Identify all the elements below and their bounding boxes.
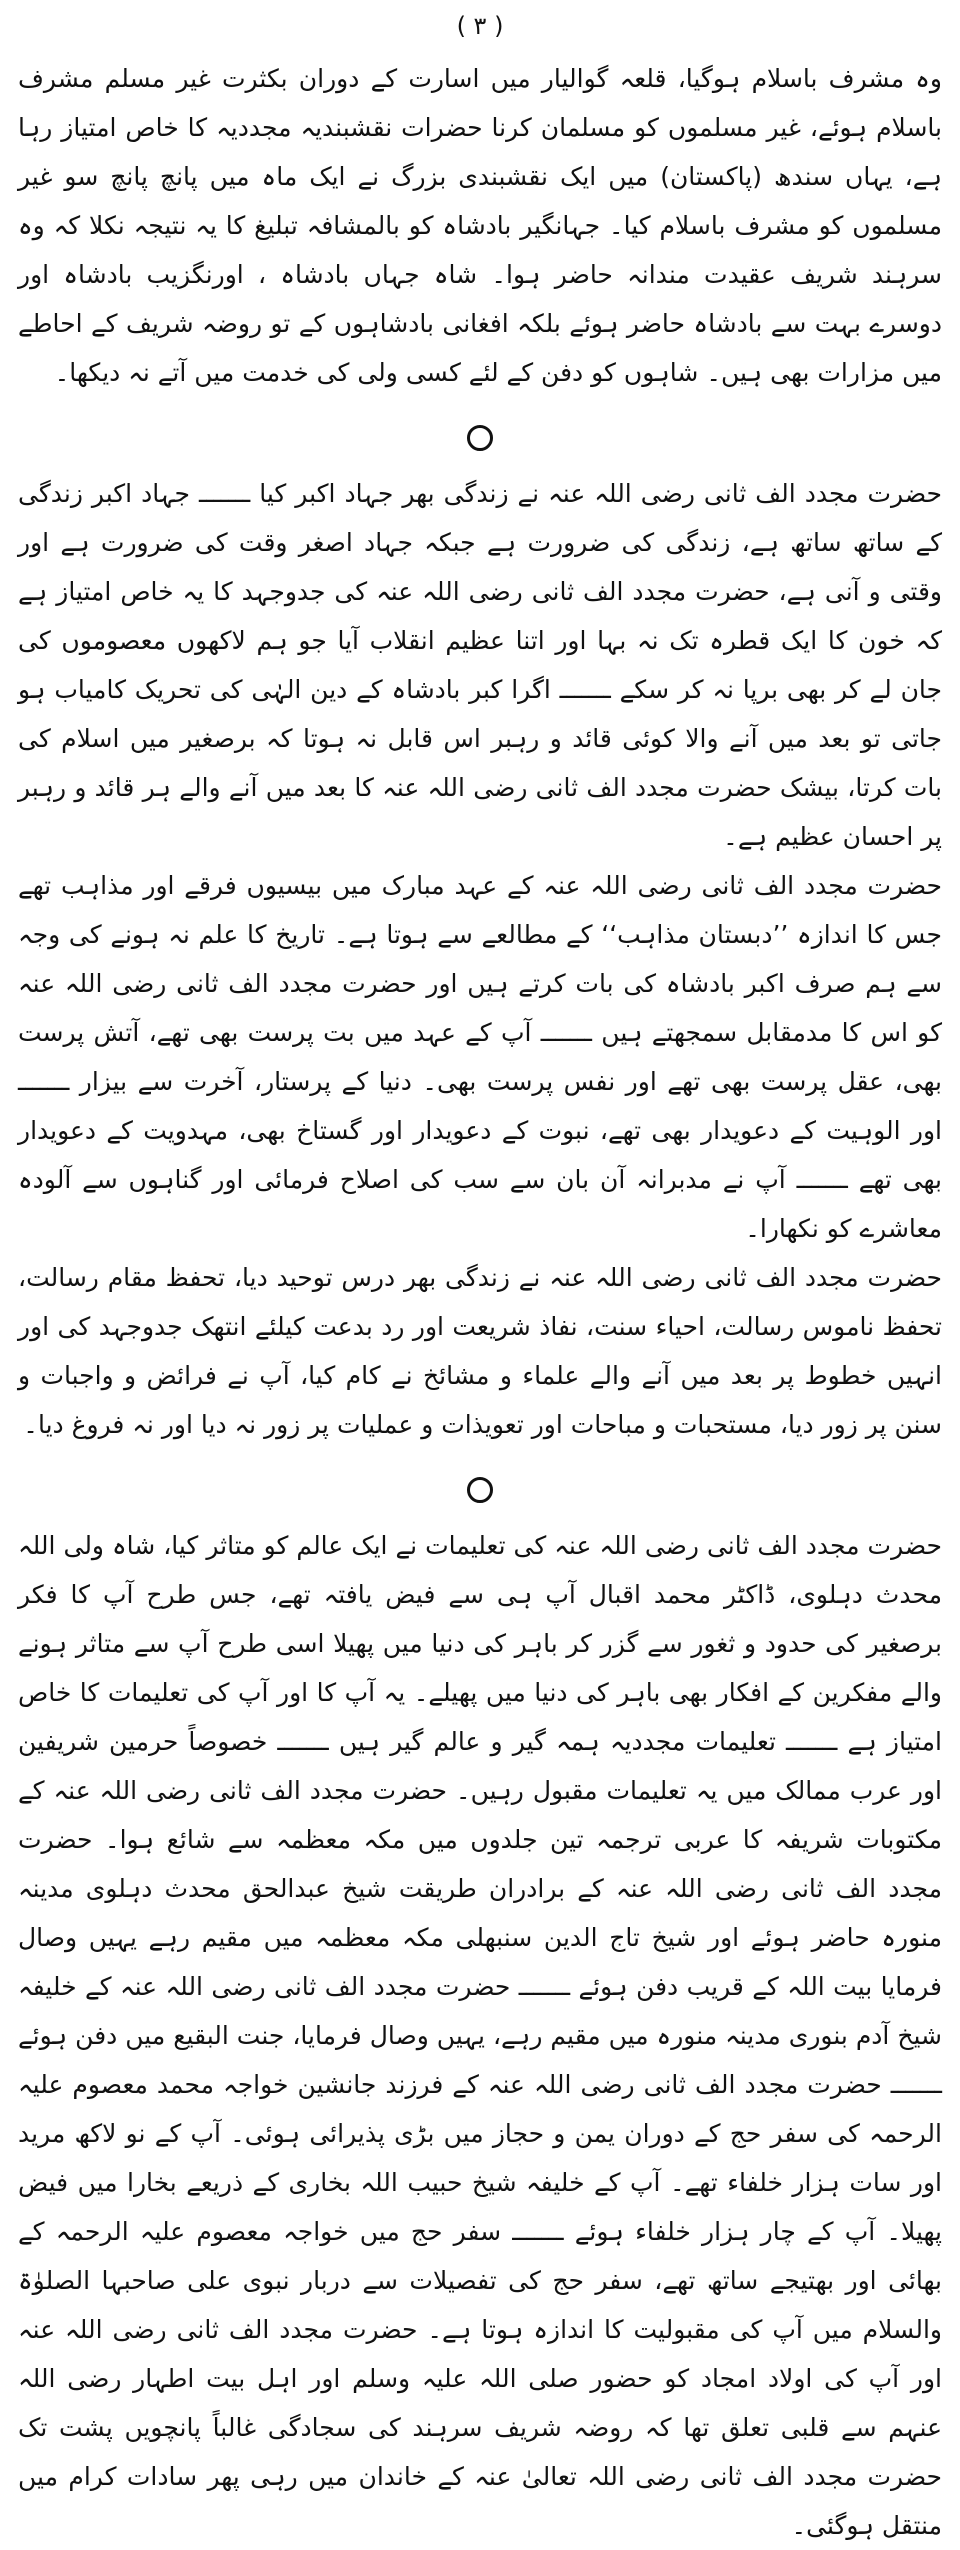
paragraph-jihad-akbar: حضرت مجدد الف ثانی رضی اللہ عنہ نے زندگی بھر جہاد اکبر کیا ـــــــ جہاد اکبر زندگی کے ساتھ ساتھ ہے، زندگی کی ضرورت ہے جبکہ جہاد اصغر وقت کی ضرورت ہے اور وقتی و آنی ہے، حضرت مجدد الف ثانی رضی اللہ عنہ کی جدوجہد کا یہ خاص امتیاز ہے کہ خون کا ایک قطرہ تک نہ بہا اور اتنا عظیم انقلاب آیا جو ہم لاکھوں معصوموں کی جان لے کر بھی برپا نہ کر سکے ـــــــ اگرا کبر بادشاہ کے دین الہٰی کی تحریک کامیاب ہو جاتی تو بعد میں آنے والا کوئی قائد و رہبر اس قابل نہ ہوتا کہ برصغیر میں اسلام کی بات کرتا، بیشک حضرت مجدد الف ثانی رضی اللہ عنہ کا بعد میں آنے والے ہر قائد و رہبر پر احسان عظیم ہے۔ (18, 479, 942, 851)
page-number: ( ۳ ) (456, 12, 504, 40)
paragraph-intro: وہ مشرف باسلام ہوگیا، قلعہ گوالیار میں اسارت کے دوران بکثرت غیر مسلم مشرف باسلام ہوئے، غیر مسلموں کو مسلمان کرنا حضرات نقشبندیہ مجددیہ کا خاص امتیاز رہا ہے، یہاں سندھ (پاکستان) میں ایک نقشبندی بزرگ نے ایک ماہ میں پانچ پانچ سو غیر مسلموں کو مشرف باسلام کیا۔ جہانگیر بادشاہ کو بالمشافہ تبلیغ کا یہ نتیجہ نکلا کہ وہ سرہند شریف عقیدت مندانہ حاضر ہوا۔ شاہ جہاں بادشاہ ، اورنگزیب بادشاہ اور دوسرے بہت سے بادشاہ حاضر ہوئے بلکہ افغانی بادشاہوں کے تو روضہ شریف کے احاطے میں مزارات بھی ہیں۔ شاہوں کو دفن کے لئے کسی ولی کی خدمت میں آتے نہ دیکھا۔ (18, 64, 942, 387)
paragraph-sects-and-religions: حضرت مجدد الف ثانی رضی اللہ عنہ کے عہد مبارک میں بیسیوں فرقے اور مذاہب تھے جس کا اندازہ ’’دبستان مذاہب‘‘ کے مطالعے سے ہوتا ہے۔ تاریخ کا علم نہ ہونے کی وجہ سے ہم صرف اکبر بادشاہ کی بات کرتے ہیں اور حضرت مجدد الف ثانی رضی اللہ عنہ کو اس کا مدمقابل سمجھتے ہیں ـــــــ آپ کے عہد میں بت پرست بھی تھے، آتش پرست بھی، عقل پرست بھی تھے اور نفس پرست بھی۔ دنیا کے پرستار، آخرت سے بیزار ـــــــ اور الوہیت کے دعویدار بھی تھے، نبوت کے دعویدار اور گستاخ بھی، مہدویت کے دعویدار بھی تھے ـــــــ آپ نے مدبرانہ آن بان سے سب کی اصلاح فرمائی اور گناہوں سے آلودہ معاشرے کو نکھارا۔ (18, 871, 942, 1243)
section-separator-circle (467, 1477, 493, 1503)
paragraph-lesson-of-tawheed: حضرت مجدد الف ثانی رضی اللہ عنہ نے زندگی بھر درس توحید دیا، تحفظ مقام رسالت، تحفظ ناموس رسالت، احیاء سنت، نفاذ شریعت اور رد بدعت کیلئے انتھک جدوجہد کی اور انہیں خطوط پر بعد میں آنے والے علماء و مشائخ نے کام کیا، آپ نے فرائض و واجبات و سنن پر زور دیا، مستحبات و مباحات اور تعویذات و عملیات پر زور نہ دیا اور نہ فروغ دیا۔ (18, 1263, 942, 1439)
document-page (18, 0, 942, 2540)
section-separator-circle (467, 425, 493, 451)
paragraph-teachings-influence: حضرت مجدد الف ثانی رضی اللہ عنہ کی تعلیمات نے ایک عالم کو متاثر کیا، شاہ ولی اللہ محدث دہلوی، ڈاکٹر محمد اقبال آپ ہی سے فیض یافتہ تھے، جس طرح آپ کا فکر برصغیر کی حدود و ثغور سے گزر کر باہر کی دنیا میں پھیلا اسی طرح آپ سے متاثر ہونے والے مفکرین کے افکار بھی باہر کی دنیا میں پھیلے۔ یہ آپ کا اور آپ کی تعلیمات کا خاص امتیاز ہے ـــــــ تعلیمات مجددیہ ہمہ گیر و عالم گیر ہیں ـــــــ خصوصاً حرمین شریفین اور عرب ممالک میں یہ تعلیمات مقبول رہیں۔ حضرت مجدد الف ثانی رضی اللہ عنہ کے مکتوبات شریفہ کا عربی ترجمہ تین جلدوں میں مکہ معظمہ سے شائع ہوا۔ حضرت مجدد الف ثانی رضی اللہ عنہ کے برادران طریقت شیخ عبدالحق محدث دہلوی مدینہ منورہ حاضر ہوئے اور شیخ تاج الدین سنبھلی مکہ معظمہ میں مقیم رہے یہیں وصال فرمایا بیت اللہ کے قریب دفن ہوئے ـــــــ حضرت مجدد الف ثانی رضی اللہ عنہ کے خلیفہ شیخ آدم بنوری مدینہ منورہ میں مقیم رہے، یہیں وصال فرمایا، جنت البقیع میں دفن ہوئے ـــــــ حضرت مجدد الف ثانی رضی اللہ عنہ کے فرزند جانشین خواجہ محمد معصوم علیہ الرحمہ کی سفر حج کے دوران یمن و حجاز میں بڑی پذیرائی ہوئی۔ آپ کے نو لاکھ مرید اور سات ہزار خلفاء تھے۔ آپ کے خلیفہ شیخ حبیب اللہ بخاری کے ذریعے بخارا میں فیض پھیلا۔ آپ کے چار ہزار خلفاء ہوئے ـــــــ سفر حج میں خواجہ معصوم علیہ الرحمہ کے بھائی اور بھتیجے ساتھ تھے، سفر حج کی تفصیلات سے دربار نبوی علی صاحبہا الصلوٰۃ والسلام میں آپ کی مقبولیت کا اندازہ ہوتا ہے۔ حضرت مجدد الف ثانی رضی اللہ عنہ اور آپ کی اولاد امجاد کو حضور صلی اللہ علیہ وسلم اور اہل بیت اطہار رضی اللہ عنہم سے قلبی تعلق تھا کہ روضہ شریف سرہند کی سجادگی غالباً پانچویں پشت تک حضرت مجدد الف ثانی رضی اللہ تعالیٰ عنہ کے خاندان میں رہی پھر سادات کرام میں منتقل ہوگئی۔ (18, 1531, 942, 2540)
